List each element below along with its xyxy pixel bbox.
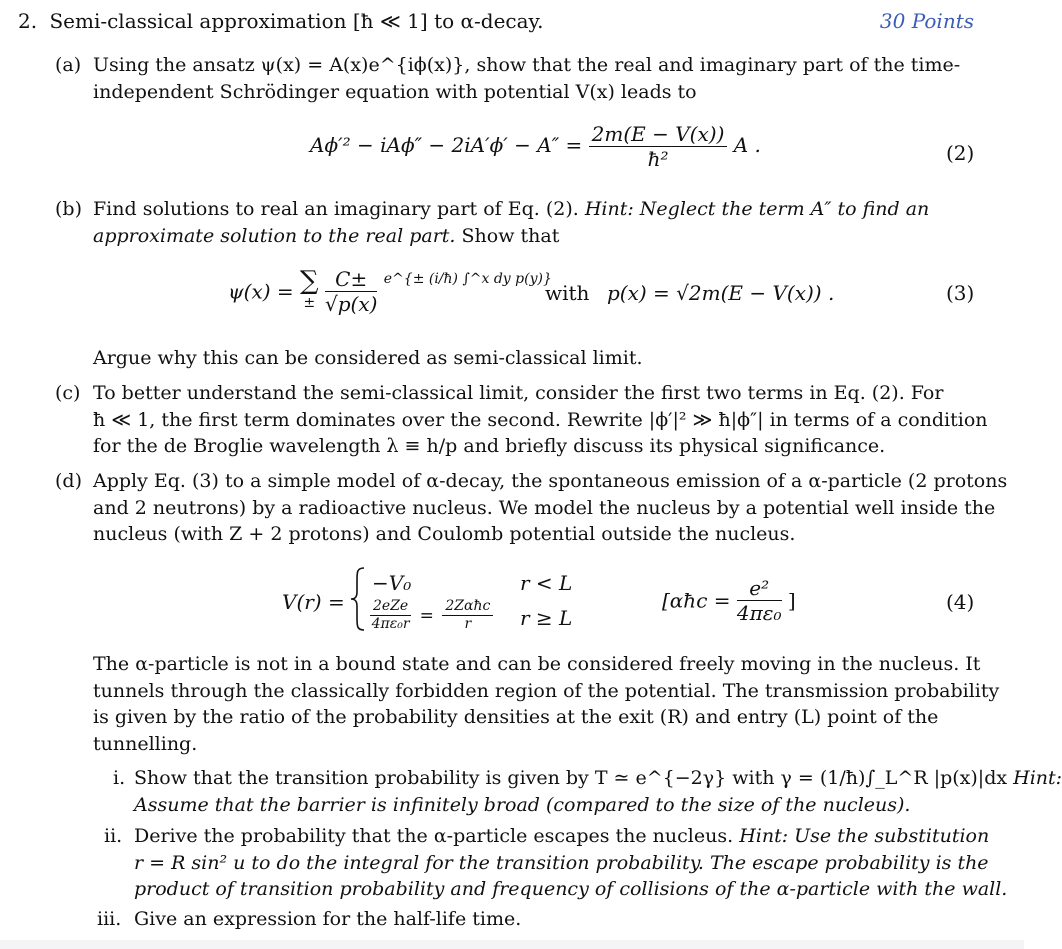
part-c-text <box>93 380 988 460</box>
eq4-alpha-close: ] <box>787 588 796 613</box>
eq4-case2-frac2 <box>442 598 493 633</box>
eq3-numerator: C± <box>325 267 377 292</box>
eq3-number: (3) <box>946 281 975 305</box>
part-d-paragraph-line: tunnelling. <box>93 732 198 755</box>
subitem-i-line2: Assume that the barrier is infinitely broad (compared to the size of the nucleus). <box>134 793 911 816</box>
part-a-line: Using the ansatz ψ(x) = A(x)e^{iϕ(x)}, show that the real and imaginary part of the time- <box>93 54 961 76</box>
part-b-text <box>93 196 975 249</box>
part-c-line: for the de Broglie wavelength λ ≡ h/p and briefly discuss its physical significance. <box>93 435 886 457</box>
equation-2 <box>310 122 761 171</box>
part-d-paragraph-line: is given by the ratio of the probability densities at the exit (R) and entry (L) point of the <box>93 706 939 728</box>
subitem-ii-label: ii. <box>104 825 123 847</box>
eq4-case2-equals: = <box>419 605 434 626</box>
part-b-hint-cont: approximate solution to the real part. <box>93 224 456 247</box>
points-label: 30 Points <box>879 9 974 33</box>
eq4-number: (4) <box>946 590 975 614</box>
eq4-case2-num2: 2Zαħc <box>442 598 493 616</box>
part-b-show: Show that <box>461 224 560 247</box>
problem-title: Semi-classical approximation [ħ ≪ 1] to α-decay. <box>49 9 544 33</box>
eq2-numerator: 2m(E − V(x)) <box>589 122 728 147</box>
subitem-i-label: i. <box>113 767 126 789</box>
subitem-i-line <box>134 765 1062 792</box>
eq4-lhs: V(r) = <box>282 590 345 614</box>
problem-number: 2. <box>18 9 38 33</box>
eq3-exponential: e^{± (i/ħ) ∫^x dy p(y)} <box>383 271 552 287</box>
part-b-after <box>93 345 975 372</box>
part-a-line: independent Schrödinger equation with potential V(x) leads to <box>93 80 697 103</box>
part-d-line: Apply Eq. (3) to a simple model of α-decay, the spontaneous emission of a α-particle (2 protons <box>93 470 1008 492</box>
eq4-case2-condition: r ≥ L <box>520 606 573 630</box>
subitem-ii-text <box>134 823 1008 903</box>
part-d-line: and 2 neutrons) by a radioactive nucleus. We model the nucleus by a potential well inside the <box>93 496 996 519</box>
eq2-rhs: A . <box>733 133 761 157</box>
eq3-p-definition: p(x) = √2m(E − V(x)) . <box>607 281 835 305</box>
part-b-label: (b) <box>55 198 82 220</box>
eq4-case2-den1: 4πε₀r <box>371 616 410 632</box>
eq4-case2 <box>370 598 493 633</box>
part-d-text <box>93 468 1008 548</box>
part-a-text <box>93 52 975 105</box>
eq2-number: (2) <box>946 141 975 165</box>
eq3-fraction <box>325 267 377 316</box>
part-c-line: To better understand the semi-classical limit, consider the first two terms in Eq. (2). For <box>93 382 944 404</box>
eq4-alpha-lhs: [αħc = <box>662 588 731 613</box>
eq4-case2-num1: 2eZe <box>370 598 411 616</box>
subitem-ii-line <box>134 823 990 850</box>
part-b-line <box>93 223 975 250</box>
eq3-sum <box>300 265 319 314</box>
eq2-denominator: ħ² <box>647 147 669 171</box>
eq3-sum-index: ± <box>303 294 316 311</box>
part-c-label: (c) <box>55 382 81 404</box>
eq3-with: with <box>545 281 590 305</box>
subitem-ii-line2: r = R sin² u to do the integral for the transition probability. The escape probability is the <box>134 851 989 874</box>
part-c-line: ħ ≪ 1, the first term dominates over the second. Rewrite |ϕ′|² ≫ ħ|ϕ″| in terms of a condition <box>93 408 988 431</box>
part-b-after-line: Argue why this can be considered as semi-classical limit. <box>93 347 643 369</box>
subitem-i-hint: Hint: <box>1013 767 1062 789</box>
subitem-iii-label: iii. <box>97 908 122 930</box>
problem-header <box>18 8 544 34</box>
subitem-iii-text: Give an expression for the half-life time. <box>134 908 522 930</box>
part-b-line <box>93 196 975 223</box>
part-b-statement: Find solutions to real an imaginary part of Eq. (2). <box>93 198 579 220</box>
part-d-label: (d) <box>55 470 82 492</box>
eq4-brace <box>350 566 366 632</box>
part-a-label: (a) <box>55 54 82 76</box>
eq2-fraction <box>589 122 728 171</box>
eq4-case1: −V₀ <box>372 571 412 595</box>
subitem-ii-statement: Derive the probability that the α-particle escapes the nucleus. <box>134 825 734 847</box>
part-d-paragraph-line: The α-particle is not in a bound state and can be considered freely moving in the nucleus. It <box>93 653 981 675</box>
eq4-alpha-fraction <box>737 576 782 625</box>
subitem-i-statement: Show that the transition probability is given by T ≃ e^{−2γ} with γ = (1/ħ)∫_L^R |p(x)|dx <box>134 767 1008 789</box>
subitem-ii-hint: Hint: Use the substitution <box>739 825 990 847</box>
eq4-alpha-def <box>662 576 796 625</box>
page-footer-bar <box>0 940 1024 949</box>
brace-icon <box>350 566 366 632</box>
eq3-sum-sign: ∑ <box>300 265 319 296</box>
part-d-line: nucleus (with Z + 2 protons) and Coulomb potential outside the nucleus. <box>93 523 796 545</box>
part-b-hint: Hint: Neglect the term A″ to find an <box>584 198 930 220</box>
subitem-ii-line3: product of transition probability and frequency of collisions of the α-particle with the wall. <box>134 878 1008 900</box>
eq3-lhs: ψ(x) = <box>228 279 294 304</box>
eq4-alpha-den: 4πε₀ <box>736 601 782 625</box>
equation-3 <box>228 266 552 316</box>
eq2-lhs: Aϕ′² − iAϕ″ − 2iA′ϕ′ − A″ = <box>310 133 583 157</box>
eq4-case2-den2: r <box>464 616 472 632</box>
part-d-paragraph-line: tunnels through the classically forbidden region of the potential. The transmission probability <box>93 679 1000 702</box>
eq3-denominator: √p(x) <box>324 292 378 316</box>
eq4-alpha-num: e² <box>737 576 782 601</box>
part-d-paragraph <box>93 651 1000 757</box>
eq4-case2-frac1 <box>370 598 411 633</box>
eq4-case1-condition: r < L <box>520 571 573 595</box>
subitem-i-text <box>134 765 1062 818</box>
